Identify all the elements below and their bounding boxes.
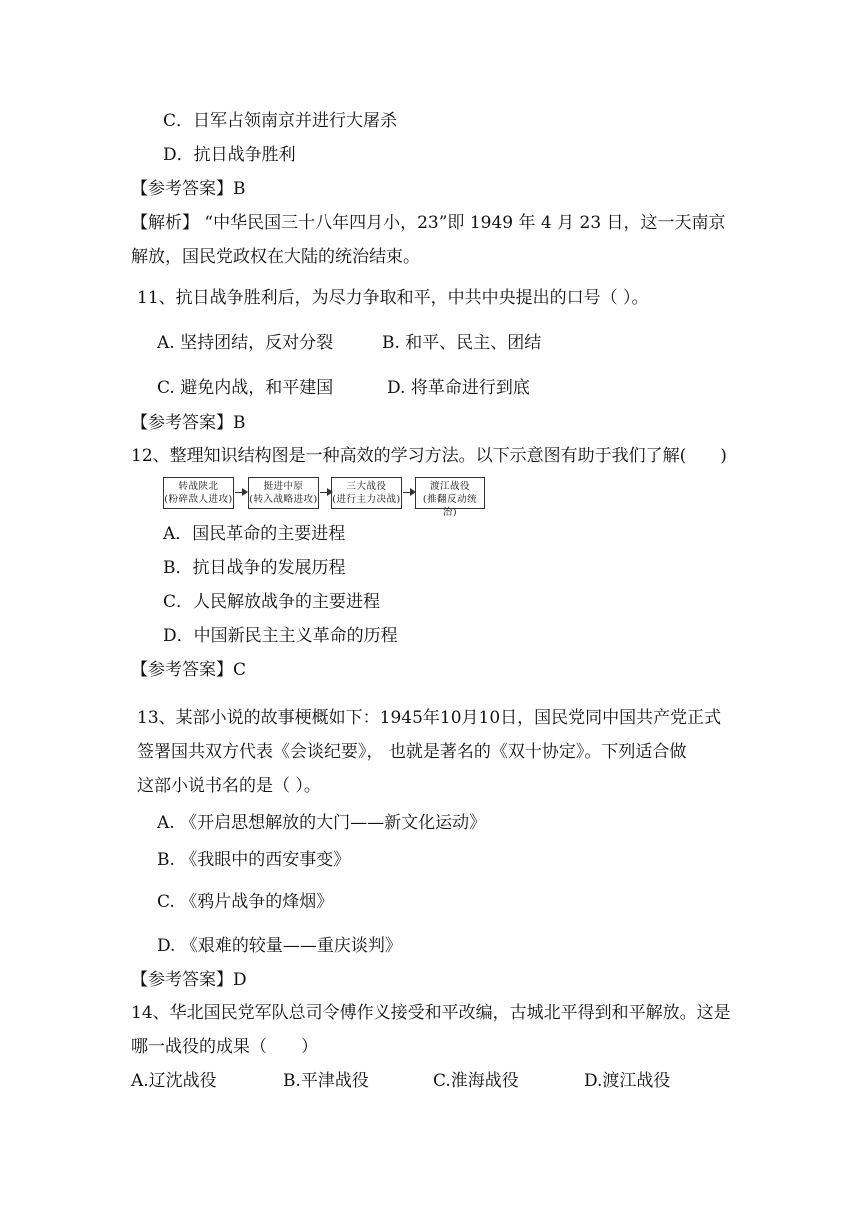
analysis-line-2: 解放，国民党政权在大陆的统治结束。 <box>131 247 420 267</box>
arrow-icon <box>403 492 414 493</box>
q14-option-c: C.淮海战役 <box>433 1071 519 1091</box>
box-title: 挺进中原 <box>263 481 304 492</box>
q13-option-a: A. 《开启思想解放的大门——新文化运动》 <box>157 813 487 833</box>
q11-option-b: B. 和平、民主、团结 <box>382 333 542 353</box>
q14-option-a: A.辽沈战役 <box>131 1071 217 1091</box>
q13-option-c: C. 《鸦片战争的烽烟》 <box>157 892 334 912</box>
question-13-line-2: 签署国共双方代表《会谈纪要》， 也就是著名的《双十协定》。下列适合做 <box>137 742 687 762</box>
q12-option-d: D．中国新民主主义革命的历程 <box>163 626 398 646</box>
answer-label: 【参考答案】B <box>131 179 246 199</box>
q11-option-d: D. 将革命进行到底 <box>387 378 530 398</box>
box-title: 渡江战役 <box>429 481 470 492</box>
box-subtitle: (推翻反动统治) <box>422 494 478 518</box>
answer-label: 【参考答案】B <box>131 413 246 433</box>
box-subtitle: (转入战略进攻) <box>249 494 318 505</box>
diagram-box-4 <box>415 477 485 518</box>
diagram-box-2 <box>248 477 319 509</box>
diagram-box-3 <box>331 477 402 509</box>
arrow-icon <box>320 492 331 493</box>
q13-option-b: B. 《我眼中的西安事变》 <box>157 850 351 870</box>
question-11: 11、抗日战争胜利后，为尽力争取和平，中共中央提出的口号（ ）。 <box>137 288 649 308</box>
option-d-line: D．抗日战争胜利 <box>163 145 296 165</box>
q12-option-c: C．人民解放战争的主要进程 <box>163 592 381 612</box>
diagram-box-1 <box>163 477 234 509</box>
q12-option-a: A．国民革命的主要进程 <box>163 524 346 544</box>
box-subtitle: (进行主力决战) <box>332 494 401 505</box>
box-subtitle: (粉碎敌人进攻) <box>164 494 233 505</box>
q14-option-b: B.平津战役 <box>283 1071 369 1091</box>
box-title: 三大战役 <box>346 481 387 492</box>
question-13-line-1: 13、某部小说的故事梗概如下：1945年10月10日，国民党同中国共产党正式 <box>137 708 722 728</box>
q13-option-d: D. 《艰难的较量——重庆谈判》 <box>157 936 402 956</box>
q12-option-b: B．抗日战争的发展历程 <box>163 558 346 578</box>
q11-option-c: C. 避免内战，和平建国 <box>157 378 334 398</box>
q14-option-d: D.渡江战役 <box>584 1071 671 1091</box>
arrow-icon <box>235 492 246 493</box>
question-12: 12、整理知识结构图是一种高效的学习方法。以下示意图有助于我们了解( ) <box>131 446 727 466</box>
answer-label: 【参考答案】D <box>131 970 247 990</box>
q11-option-a: A. 坚持团结，反对分裂 <box>157 333 334 353</box>
option-c-line: C．日军占领南京并进行大屠杀 <box>163 111 398 131</box>
question-14-line-2: 哪一战役的成果（ ） <box>131 1037 318 1057</box>
analysis-line-1: 【解析】 “中华民国三十八年四月小，23”即 1949 年 4 月 23 日，这一天南京 <box>131 213 726 233</box>
question-14-line-1: 14、华北国民党军队总司令傅作义接受和平改编，古城北平得到和平解放。这是 <box>131 1003 731 1023</box>
question-13-line-3: 这部小说书名的是（ ）。 <box>137 776 321 796</box>
answer-label: 【参考答案】C <box>131 660 247 680</box>
box-title: 转战陕北 <box>178 481 219 492</box>
